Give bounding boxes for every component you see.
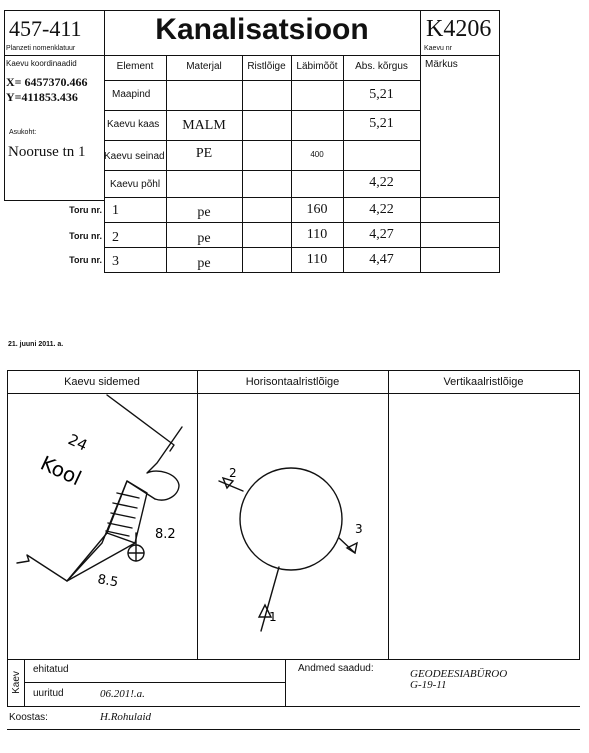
pipe-number: 1	[112, 203, 119, 218]
pipe-number: 2	[112, 230, 119, 245]
built-label: ehitatud	[33, 664, 69, 675]
pipe-diameter: 160	[306, 202, 328, 217]
distance-label: 8.5	[96, 572, 120, 591]
row-element: Kaevu põhl	[110, 179, 161, 190]
coordinate-y: Y=411853.436	[6, 90, 78, 104]
nomenclature-label: Planzeti nomenklatuur	[6, 45, 76, 52]
document-date: 21. juuni 2011. a.	[8, 341, 64, 348]
pipe-label: Toru nr.	[69, 205, 102, 215]
nomenclature-value: 457-411	[9, 16, 82, 41]
stairs-hatch	[106, 493, 139, 536]
pipe-label: Toru nr.	[69, 231, 102, 241]
row-diameter: 400	[310, 150, 324, 159]
col-material: Materjal	[186, 61, 222, 72]
row-element: Kaevu seinad	[104, 151, 165, 162]
col-remarks: Märkus	[425, 59, 458, 70]
row-element: Kaevu kaas	[107, 119, 160, 130]
measured-value: 06.201!.a.	[100, 688, 145, 700]
pipe-material: pe	[197, 256, 211, 271]
pipe-label: Toru nr.	[69, 255, 102, 265]
col-cross-section: Ristlõige	[247, 61, 286, 72]
address-label: Asukoht:	[9, 129, 37, 136]
pipe-number: 2	[229, 466, 237, 480]
col-diameter: Läbimõõt	[296, 61, 338, 72]
pipe-number: 3	[355, 522, 363, 536]
row-element: Maapind	[112, 89, 151, 100]
row-height: 4,22	[369, 175, 394, 190]
col-abs-height: Abs. kõrgus	[355, 61, 408, 72]
coordinate-x: X= 6457370.466	[6, 75, 88, 89]
col-element: Element	[116, 61, 154, 72]
row-material: MALM	[182, 118, 226, 133]
author-label: Koostas:	[9, 712, 48, 723]
side-label: Kaev	[10, 671, 22, 694]
source-code: G-19-11	[410, 679, 447, 691]
page-title: Kanalisatsioon	[155, 13, 369, 46]
pipe-number: 3	[112, 254, 119, 269]
pipe-height: 4,22	[369, 202, 394, 217]
distance-label: 8.2	[155, 527, 176, 542]
section-connections: Kaevu sidemed	[64, 376, 140, 388]
pipe-material: pe	[197, 205, 211, 220]
row-height: 5,21	[369, 87, 394, 102]
pipe-height: 4,27	[369, 227, 394, 242]
pipe-diameter: 110	[306, 227, 328, 242]
connections-sketch	[7, 393, 197, 659]
author-value: H.Rohulaid	[100, 711, 152, 723]
row-material: PE	[195, 146, 213, 161]
address-value: Nooruse tn 1	[8, 144, 86, 160]
section-vertical: Vertikaalristlõige	[443, 376, 524, 388]
well-number: K4206	[426, 16, 492, 42]
horizontal-section	[197, 393, 388, 659]
pipe-number: 1	[269, 610, 277, 624]
building-number: 24	[65, 430, 91, 455]
building-name: Kool	[36, 450, 86, 491]
section-horizontal: Horisontaalristlõige	[245, 376, 340, 388]
arrow-icon	[347, 543, 357, 553]
pipe-height: 4,47	[369, 252, 394, 267]
well-circle	[240, 468, 342, 570]
building-outline	[107, 395, 174, 451]
pipe-diameter: 110	[306, 252, 328, 267]
row-height: 5,21	[369, 116, 394, 131]
pipe-material: pe	[197, 231, 211, 246]
well-number-label: Kaevu nr	[424, 45, 453, 52]
measured-label: uuritud	[33, 688, 64, 699]
source-org: GEODEESIABÜROO	[410, 668, 508, 680]
building-outline	[17, 481, 155, 581]
coordinates-label: Kaevu koordinaadid	[6, 59, 77, 68]
source-label: Andmed saadud:	[298, 663, 374, 674]
